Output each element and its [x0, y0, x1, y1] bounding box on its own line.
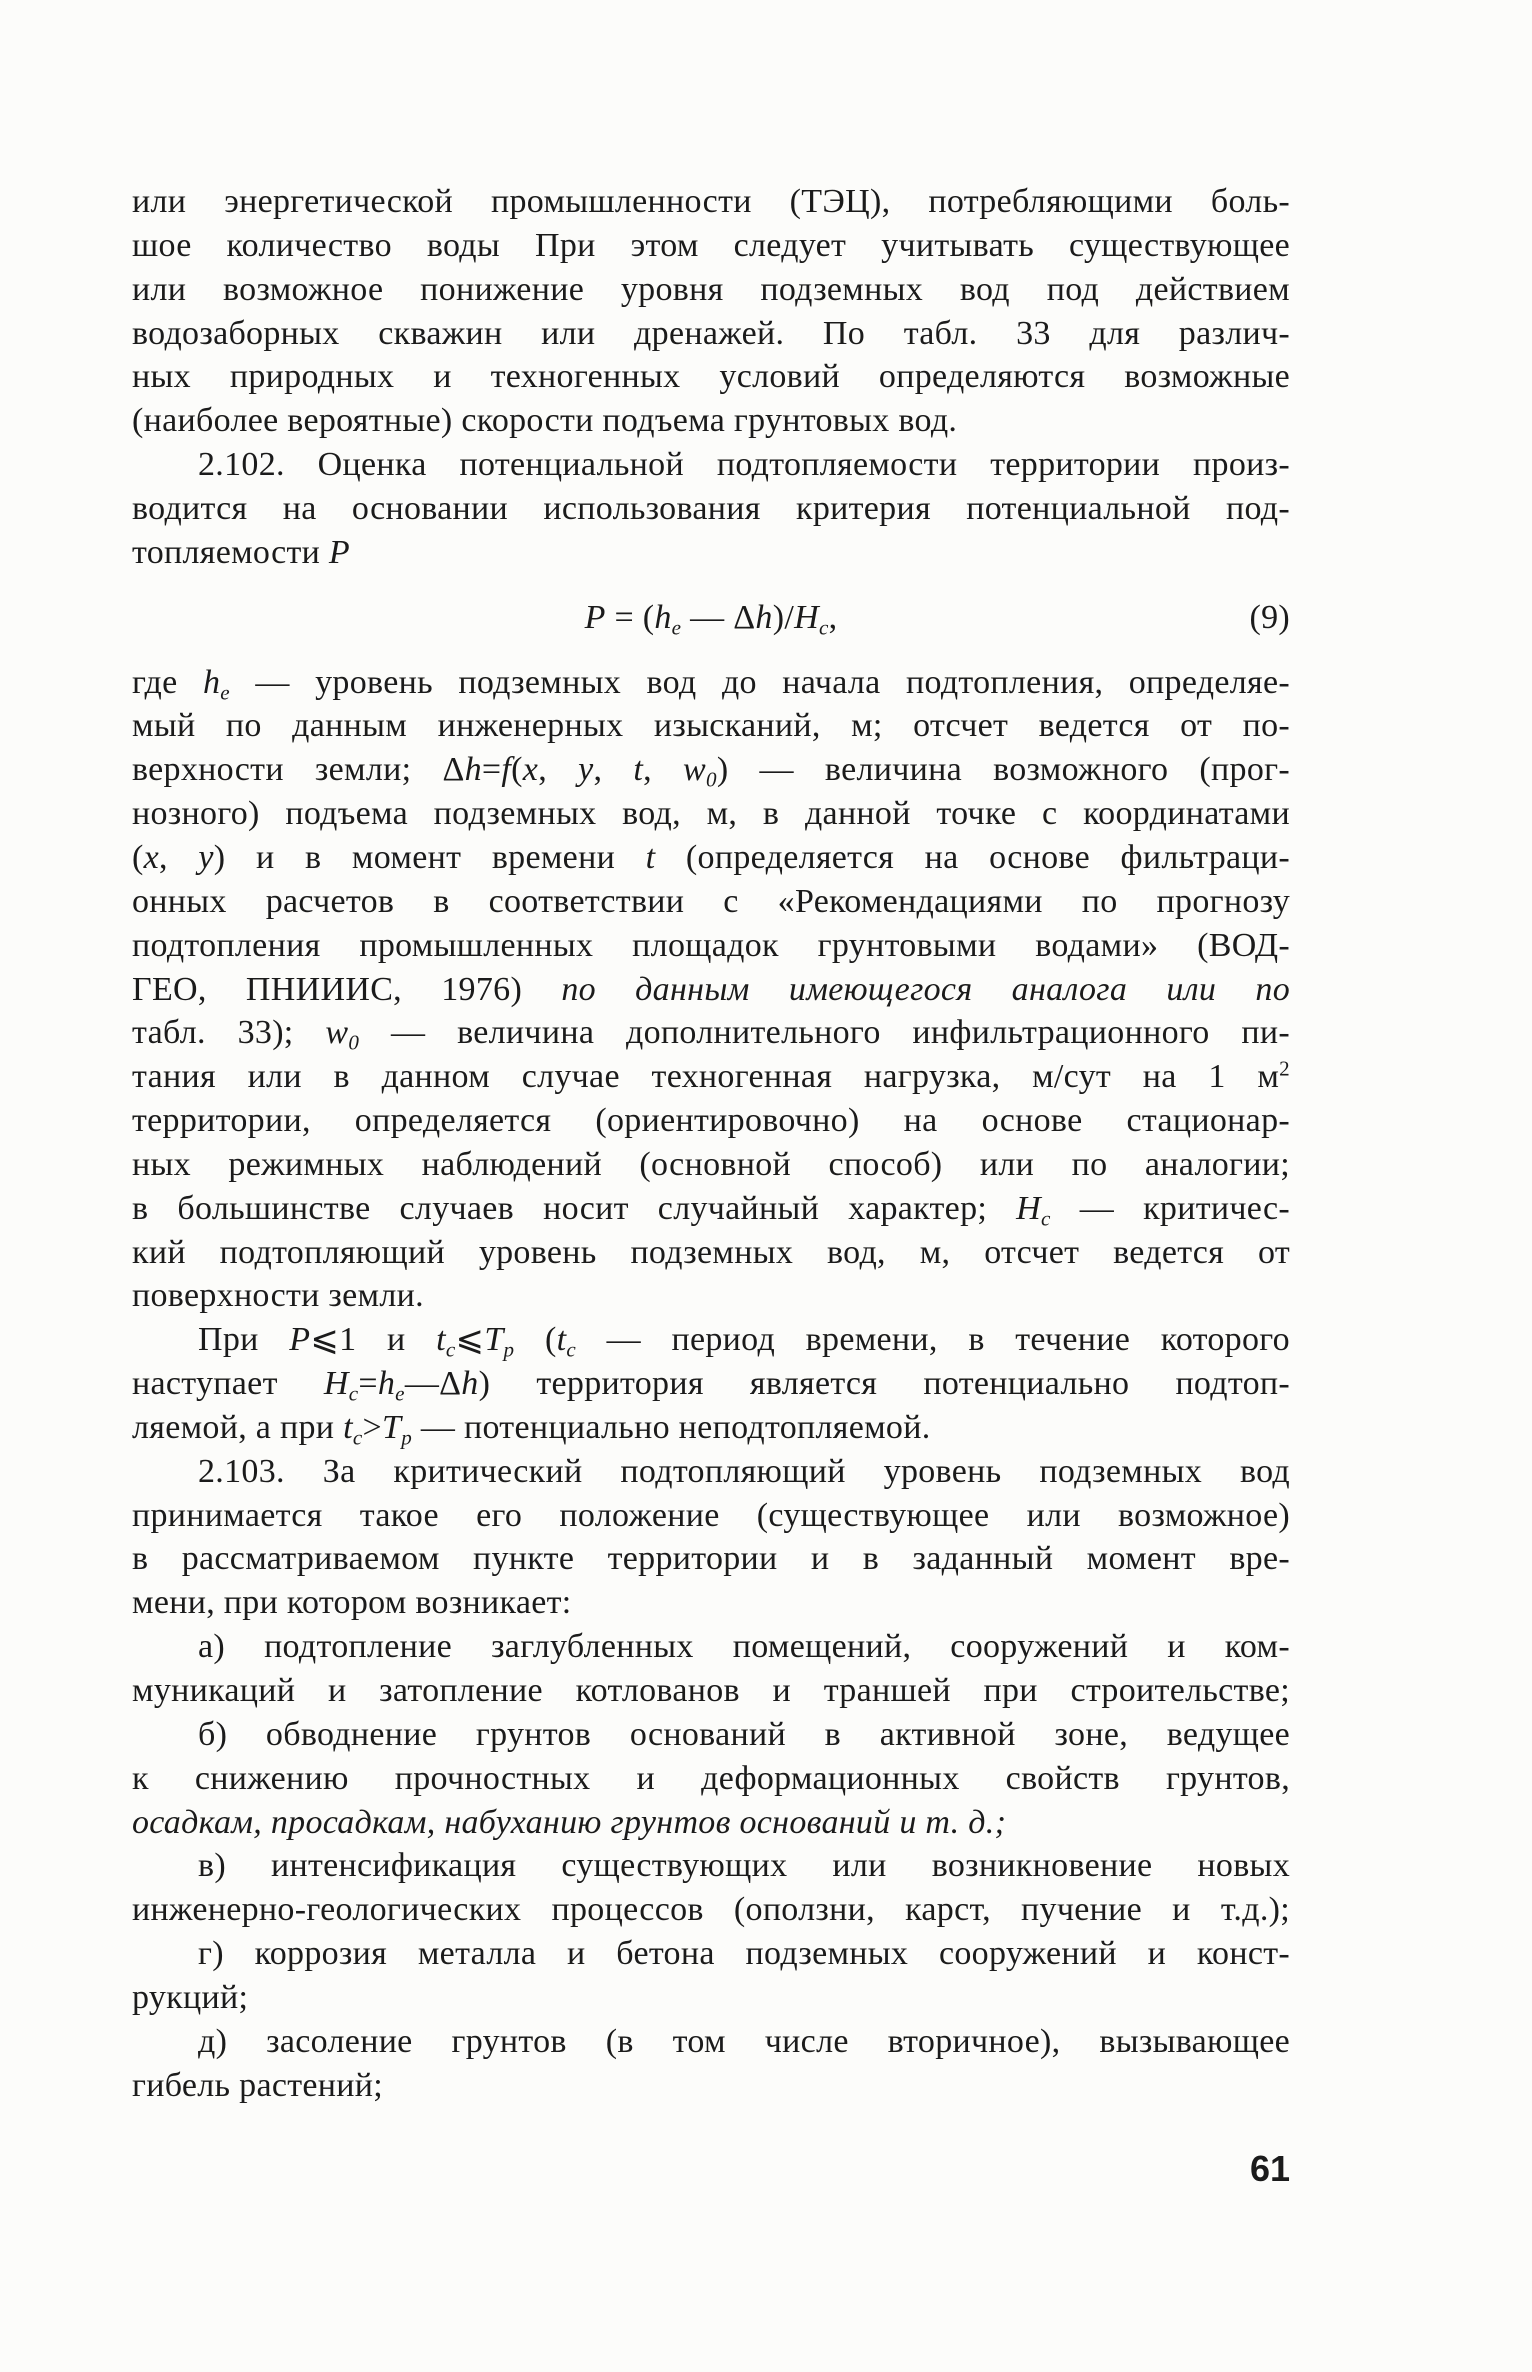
text-segment: ных природных и техногенных условий определяются возможные — [132, 358, 1290, 396]
text-segment: где — [132, 663, 203, 701]
italic-text: w — [325, 1014, 349, 1052]
italic-text: x — [522, 751, 539, 789]
subscript: c — [352, 1425, 363, 1450]
text-line — [132, 704, 1290, 748]
text-segment: (определяется на основе фильтраци- — [655, 838, 1290, 876]
text-segment: кий подтопляющий уровень подземных вод, м, отсчет ведется от — [132, 1233, 1290, 1271]
text-segment: тания или в данном случае техногенная нагрузка, м/сут на 1 м — [132, 1058, 1280, 1096]
text-segment: — критичес- — [1050, 1189, 1290, 1227]
italic-text: h — [755, 598, 773, 636]
italic-text: t — [436, 1321, 446, 1359]
text-segment: , — [159, 838, 199, 876]
subscript: e — [220, 679, 230, 704]
italic-text: P — [289, 1321, 311, 1359]
text-segment: 2.102. Оценка потенциальной подтопляемости территории произ- — [198, 446, 1290, 484]
italic-text: w — [683, 751, 706, 789]
italic-text: h — [202, 663, 221, 701]
text-line — [132, 2064, 1290, 2108]
text-segment: наступает — [132, 1365, 324, 1403]
italic-text: h — [377, 1365, 396, 1403]
text-line — [132, 1362, 1290, 1406]
text-segment: в) интенсификация существующих или возникновение новых — [198, 1847, 1290, 1885]
italic-text: t — [343, 1408, 353, 1446]
formula-expression — [585, 575, 838, 661]
italic-text: h — [461, 1365, 479, 1403]
italic-text: f — [501, 751, 512, 789]
text-segment: нозного) подъема подземных вод, м, в данной точке с координатами — [132, 795, 1290, 833]
text-line — [132, 2020, 1290, 2064]
text-segment: в рассматриваемом пункте территории и в заданный момент вре- — [132, 1540, 1290, 1578]
italic-text: T — [381, 1408, 402, 1446]
text-line — [132, 1450, 1290, 1494]
paragraph — [132, 2020, 1290, 2108]
superscript: 2 — [1279, 1056, 1290, 1081]
text-line — [132, 1801, 1290, 1845]
text-line — [132, 1581, 1290, 1625]
italic-text: h — [654, 598, 672, 636]
paragraph — [132, 443, 1290, 575]
page-number: 61 — [1249, 2148, 1290, 2189]
text-line — [132, 1231, 1290, 1275]
text-line — [132, 355, 1290, 399]
text-line — [132, 968, 1290, 1012]
italic-text: t — [633, 751, 644, 789]
text-line — [132, 1274, 1290, 1318]
text-line — [132, 268, 1290, 312]
text-segment: ( — [514, 1321, 557, 1359]
paragraph — [132, 180, 1290, 443]
formula — [132, 575, 1290, 661]
text-segment: , — [593, 751, 634, 789]
text-segment: муникаций и затопление котлованов и траншей при строительстве; — [132, 1672, 1290, 1709]
text-segment: онных расчетов в соответствии с «Рекомендациями по прогнозу — [132, 882, 1290, 920]
italic-text: t — [556, 1321, 567, 1359]
text-segment: принимается такое его положение (существующее или возможное) — [132, 1496, 1290, 1534]
italic-text: h — [464, 751, 482, 789]
text-segment: ⩽ — [455, 1321, 485, 1359]
italic-text: t — [645, 838, 656, 876]
text-segment: )/ — [772, 598, 795, 636]
text-line — [132, 792, 1290, 836]
text-segment: шое количество воды При этом следует учитывать существующее — [132, 226, 1290, 264]
italic-text: y — [198, 838, 214, 876]
text-segment: —Δ — [404, 1365, 462, 1403]
paragraph — [132, 661, 1290, 1319]
text-segment: или энергетической промышленности (ТЭЦ), потребляющими боль- — [132, 183, 1290, 220]
text-segment: , — [643, 751, 684, 789]
text-line — [132, 1494, 1290, 1538]
text-segment: мый по данным инженерных изысканий, м; отсчет ведется от по- — [132, 707, 1290, 745]
text-line — [132, 531, 1290, 575]
subscript: c — [348, 1381, 359, 1406]
subscript: e — [671, 614, 682, 639]
text-column — [132, 180, 1290, 2107]
text-segment: = ( — [605, 598, 655, 636]
text-segment: ных режимных наблюдений (основной способ) или по аналогии; — [132, 1145, 1290, 1183]
text-segment: — величина дополнительного инфильтрационного пи- — [359, 1014, 1290, 1052]
text-segment: ) и в момент времени — [213, 838, 646, 876]
text-segment: — Δ — [681, 598, 756, 636]
text-segment: подтопления промышленных площадок грунтовыми водами» (ВОД- — [132, 926, 1290, 964]
text-segment: (наиболее вероятные) скорости подъема грунтовых вод. — [132, 402, 958, 440]
paragraph — [132, 1713, 1290, 1845]
text-line — [132, 1318, 1290, 1362]
text-segment: а) подтопление заглубленных помещений, сооружений и ком- — [198, 1628, 1290, 1666]
text-line — [132, 1537, 1290, 1581]
text-segment: верхности земли; Δ — [132, 751, 465, 789]
italic-text: x — [143, 838, 160, 876]
text-segment: , — [828, 598, 838, 636]
text-segment: ляемой, а при — [132, 1408, 344, 1446]
text-segment: табл. 33); — [132, 1014, 326, 1052]
text-line — [132, 180, 1290, 224]
text-line — [132, 1932, 1290, 1976]
text-line — [132, 443, 1290, 487]
text-segment: При — [198, 1321, 290, 1359]
italic-text: P — [328, 533, 350, 571]
text-segment: ГЕО, ПНИИИС, 1976) — [132, 970, 562, 1008]
text-line — [132, 748, 1290, 792]
italic-text: P — [584, 598, 606, 636]
italic-text: H — [1016, 1189, 1042, 1227]
text-segment: ( — [132, 838, 144, 876]
subscript: 0 — [706, 767, 717, 792]
text-segment: гибель растений; — [132, 2066, 384, 2104]
text-line — [132, 924, 1290, 968]
text-line — [132, 1625, 1290, 1669]
text-line — [132, 1187, 1290, 1231]
text-line — [132, 399, 1290, 443]
text-segment: г) коррозия металла и бетона подземных сооружений и конст- — [198, 1935, 1290, 1973]
text-segment: или возможное понижение уровня подземных вод под действием — [132, 270, 1290, 308]
subscript: c — [1041, 1206, 1051, 1231]
italic-text: по данным имеющегося аналога или по — [561, 970, 1290, 1008]
italic-text: y — [578, 751, 594, 789]
text-segment: — период времени, в течение которого — [576, 1321, 1290, 1359]
text-segment: ) — величина возможного (прог- — [716, 751, 1290, 789]
text-line — [132, 1055, 1290, 1099]
text-line — [132, 1406, 1290, 1450]
text-segment: поверхности земли. — [132, 1277, 424, 1315]
subscript: e — [395, 1381, 405, 1406]
text-segment: — потенциально неподтопляемой. — [412, 1408, 931, 1446]
subscript: c — [445, 1337, 456, 1362]
text-line — [132, 1888, 1290, 1932]
text-line — [132, 312, 1290, 356]
text-segment: > — [362, 1408, 382, 1446]
text-segment: к снижению прочностных и деформационных свойств грунтов, — [132, 1759, 1290, 1797]
text-segment: , — [538, 751, 579, 789]
subscript: р — [503, 1337, 515, 1362]
subscript: c — [818, 614, 829, 639]
italic-text: осадкам, просадкам, набуханию грунтов оснований и т. д.; — [132, 1803, 1007, 1841]
text-line — [132, 224, 1290, 268]
text-line — [132, 487, 1290, 531]
text-segment: водозаборных скважин или дренажей. По табл. 33 для различ- — [132, 314, 1290, 352]
text-segment: 2.103. За критический подтопляющий уровень подземных вод — [198, 1452, 1290, 1490]
italic-text: H — [794, 598, 819, 636]
text-line — [132, 1844, 1290, 1888]
text-line — [132, 661, 1290, 705]
paragraph — [132, 1844, 1290, 1932]
text-segment: рукций; — [132, 1978, 249, 2016]
italic-text: T — [484, 1321, 504, 1359]
text-line — [132, 880, 1290, 924]
text-segment: в большинстве случаев носит случайный характер; — [132, 1189, 1017, 1227]
subscript: c — [566, 1337, 576, 1362]
text-line — [132, 1099, 1290, 1143]
text-segment: водится на основании использования критерия потенциальной под- — [132, 489, 1290, 527]
text-segment: территории, определяется (ориентировочно) на основе стационар- — [132, 1102, 1290, 1140]
text-line — [132, 1976, 1290, 2020]
text-segment: ⩽1 и — [310, 1321, 437, 1359]
text-segment: ( — [511, 751, 523, 789]
text-line — [132, 1669, 1290, 1713]
text-segment: д) засоление грунтов (в том числе вторичное), вызывающее — [198, 2022, 1290, 2060]
text-segment: — уровень подземных вод до начала подтопления, определяе- — [229, 663, 1290, 701]
italic-text: H — [323, 1365, 349, 1403]
paragraph — [132, 1450, 1290, 1625]
text-segment: б) обводнение грунтов оснований в активной зоне, ведущее — [198, 1715, 1290, 1753]
text-segment: топляемости — [132, 533, 329, 571]
paragraph — [132, 1932, 1290, 2020]
text-segment: инженерно-геологических процессов (оползни, карст, пучение и т.д.); — [132, 1891, 1290, 1929]
text-segment: ) территория является потенциально подтоп- — [478, 1365, 1290, 1403]
text-line — [132, 1011, 1290, 1055]
text-line — [132, 836, 1290, 880]
subscript: 0 — [348, 1030, 360, 1055]
text-segment: мени, при котором возникает: — [132, 1584, 572, 1622]
text-segment: = — [358, 1365, 378, 1403]
subscript: р — [401, 1425, 413, 1450]
paragraph — [132, 1318, 1290, 1450]
text-segment: = — [481, 751, 502, 789]
text-line — [132, 1713, 1290, 1757]
text-line — [132, 1757, 1290, 1801]
equation-number: (9) — [1249, 598, 1290, 636]
paragraph — [132, 1625, 1290, 1713]
text-line — [132, 1143, 1290, 1187]
